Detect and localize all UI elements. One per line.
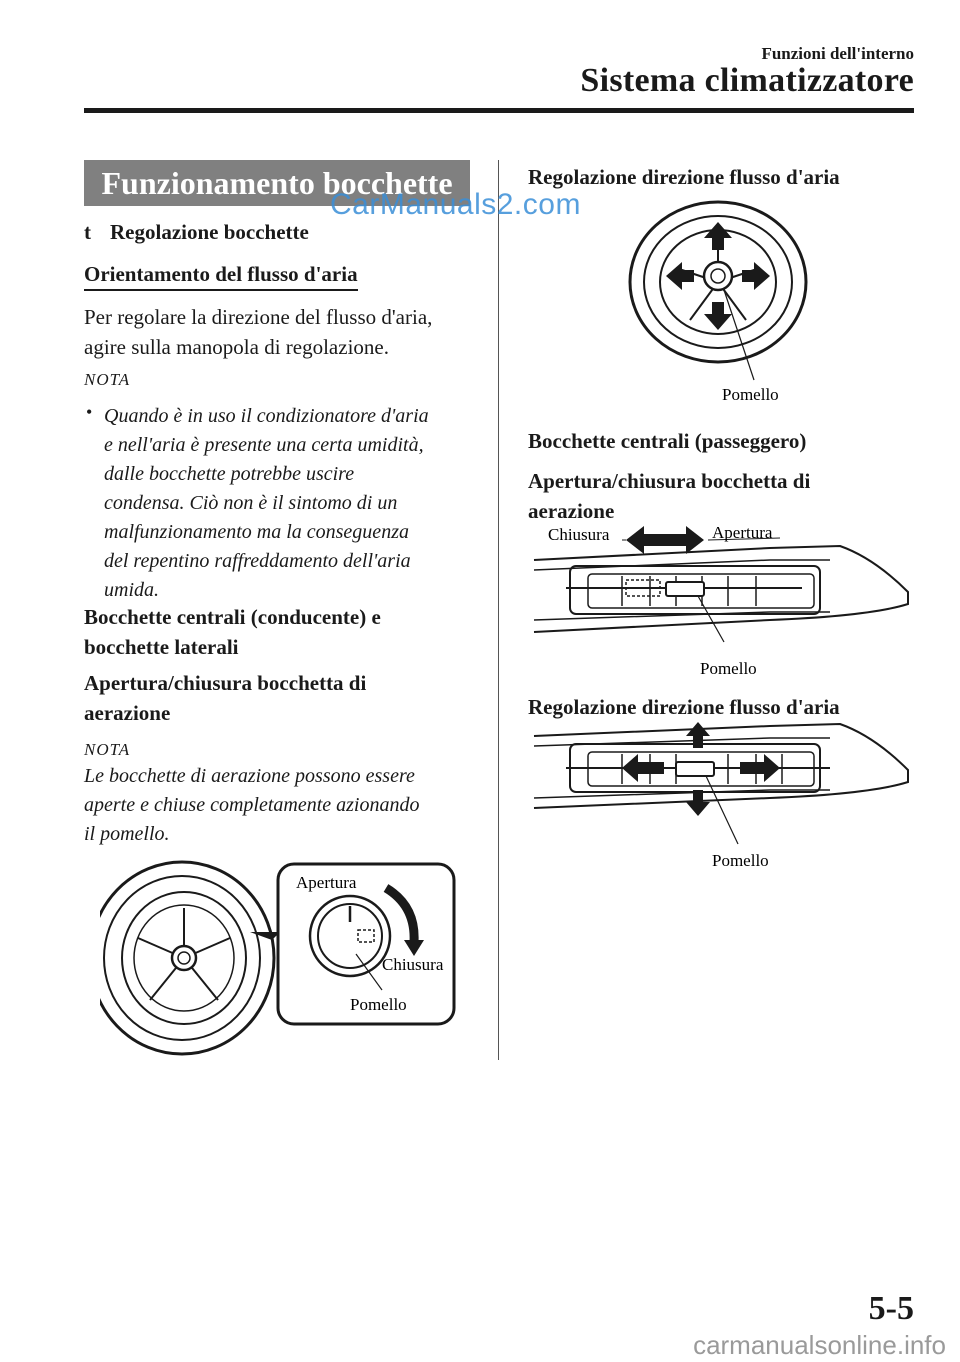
nota-bullet: • bbox=[86, 402, 93, 422]
nota-label: NOTA bbox=[84, 370, 131, 389]
round-vent-direction-figure bbox=[620, 200, 810, 410]
label-pomello-fig3: Pomello bbox=[712, 851, 769, 870]
page-number: 5-5 bbox=[868, 1290, 914, 1327]
side-vent-illustration bbox=[534, 546, 908, 642]
heading-line: aerazione bbox=[528, 499, 615, 523]
knob-leader-line bbox=[724, 290, 754, 380]
side-vent-direction-illustration bbox=[534, 724, 908, 844]
open-close-heading-right bbox=[528, 466, 810, 526]
nota2-line: aperte e chiuse completamente azionando bbox=[84, 794, 420, 816]
label-pomello-fig1: Pomello bbox=[722, 385, 779, 404]
side-vent-direction-figure bbox=[530, 718, 910, 874]
nota-line: umida. bbox=[104, 579, 159, 601]
round-vent-open-close-figure bbox=[100, 858, 462, 1058]
label-apertura: Apertura bbox=[296, 873, 357, 892]
label-pomello-fig2: Pomello bbox=[700, 659, 757, 678]
direction-heading-1: Regolazione direzione flusso d'aria bbox=[528, 165, 840, 189]
nota-line: condensa. Ciò non è il sintomo di un bbox=[104, 492, 398, 514]
nota2-line: il pomello. bbox=[84, 823, 170, 845]
airflow-orientation-heading: Orientamento del flusso d'aria bbox=[84, 262, 358, 291]
column-divider bbox=[498, 160, 499, 1060]
nota-line: del repentino raffreddamento dell'aria bbox=[104, 550, 411, 572]
header-rule bbox=[84, 108, 914, 113]
nota-bullet-text bbox=[104, 402, 429, 605]
open-close-heading bbox=[84, 668, 366, 728]
chapter-subtitle: Funzioni dell'interno bbox=[761, 44, 914, 63]
driver-vents-heading bbox=[84, 602, 381, 662]
bullet-heading-text: Regolazione bocchette bbox=[110, 220, 309, 244]
direction-heading-2: Regolazione direzione flusso d'aria bbox=[528, 695, 840, 719]
nota2-label: NOTA bbox=[84, 740, 131, 759]
heading-line: Apertura/chiusura bocchetta di bbox=[84, 671, 367, 695]
label-pomello: Pomello bbox=[350, 995, 407, 1014]
heading-line: Apertura/chiusura bocchetta di bbox=[528, 469, 811, 493]
callout-pointer bbox=[250, 932, 280, 940]
nota2-text bbox=[84, 762, 419, 849]
bullet-heading bbox=[84, 220, 309, 245]
label-chiusura-fig2: Chiusura bbox=[548, 525, 610, 544]
section-banner: Funzionamento bocchette bbox=[84, 160, 470, 206]
nota2-line: Le bocchette di aerazione possono essere bbox=[84, 765, 415, 787]
side-vent-open-close-figure bbox=[530, 520, 910, 680]
nota-line: dalle bocchette potrebbe uscire bbox=[104, 463, 355, 485]
heading-line: bocchette laterali bbox=[84, 635, 239, 659]
chapter-title: Sistema climatizzatore bbox=[580, 62, 914, 99]
heading-line: Bocchette centrali (conducente) e bbox=[84, 605, 381, 629]
label-chiusura: Chiusura bbox=[382, 955, 444, 974]
intro-paragraph bbox=[84, 302, 432, 362]
heading-line: aerazione bbox=[84, 701, 171, 725]
nota-line: Quando è in uso il condizionatore d'aria bbox=[104, 405, 429, 427]
intro-line: agire sulla manopola di regolazione. bbox=[84, 335, 389, 359]
intro-line: Per regolare la direzione del flusso d'aria, bbox=[84, 305, 433, 329]
footer-watermark: carmanualsonline.info bbox=[693, 1330, 946, 1360]
watermark-carmanuals: CarManuals2.com bbox=[330, 188, 581, 221]
passenger-vents-heading: Bocchette centrali (passeggero) bbox=[528, 429, 807, 453]
nota-line: malfunzionamento ma la conseguenza bbox=[104, 521, 409, 543]
slide-arrow bbox=[626, 526, 704, 554]
label-apertura-fig2: Apertura bbox=[712, 523, 773, 542]
nota-line: e nell'aria è presente una certa umidità, bbox=[104, 434, 424, 456]
round-vent-illustration bbox=[100, 862, 274, 1054]
bullet-marker: t bbox=[84, 220, 91, 244]
